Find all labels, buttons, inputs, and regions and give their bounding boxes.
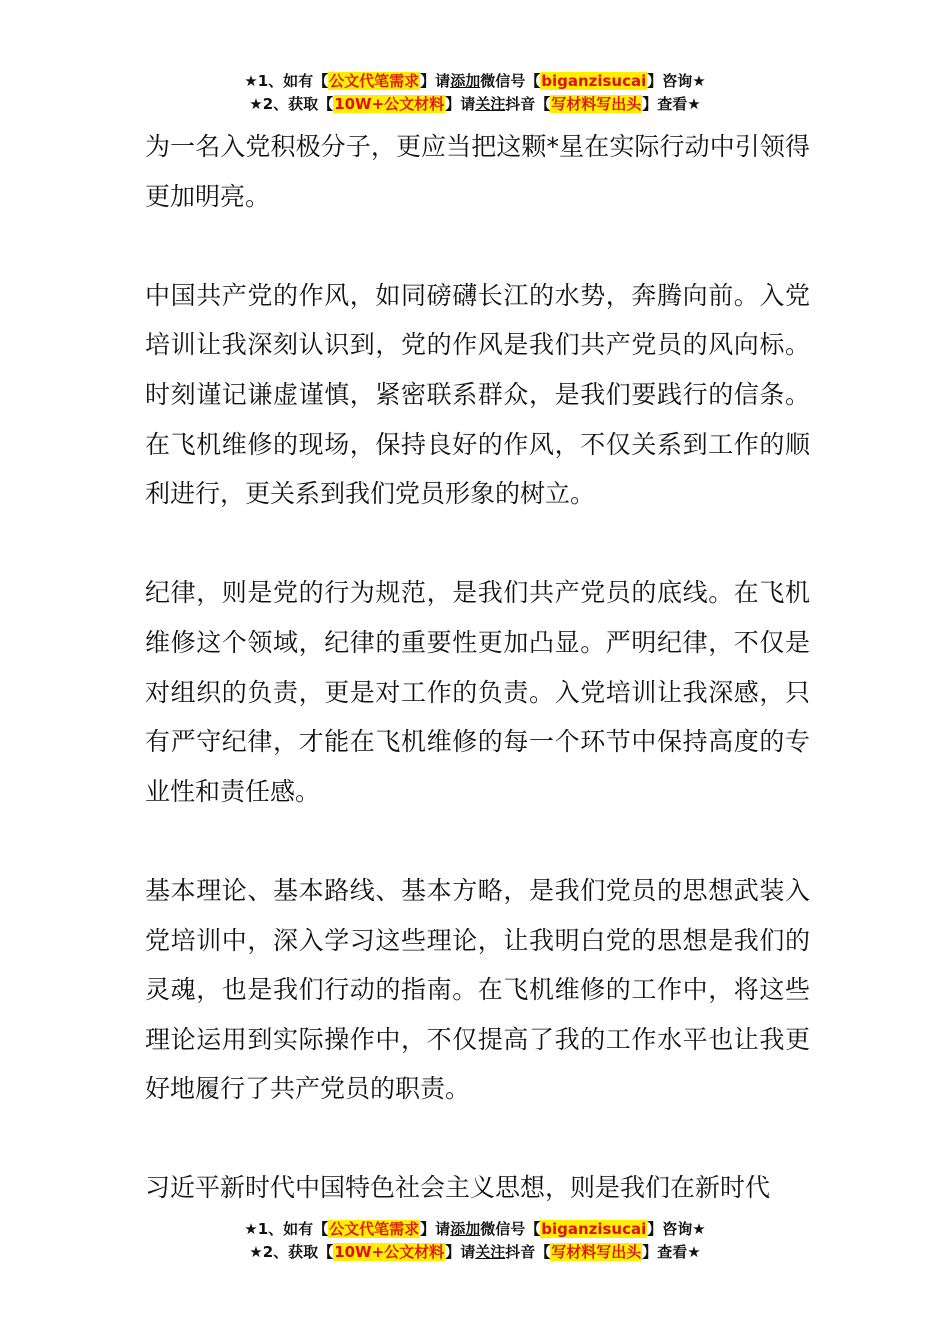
banner-highlight: 公文代笔需求 xyxy=(329,72,420,90)
banner-underline: 添加 xyxy=(450,72,481,90)
paragraph-gap xyxy=(145,816,810,866)
paragraph: 纪律，则是党的行为规范，是我们共产党员的底线。在飞机维修这个领域，纪律的重要性更加凸显。严明纪律，不仅是对组织的负责，更是对工作的负责。入党培训让我深感，只有严守纪律，才能在飞机维修的每一个环节中保持高度的专业性和责任感。 xyxy=(145,578,810,806)
banner-line-2 xyxy=(0,93,950,116)
banner-line-1 xyxy=(0,70,950,93)
paragraph: 习近平新时代中国特色社会主义思想，则是我们在新时代 xyxy=(145,1173,771,1203)
banner-text: 】请 xyxy=(445,95,476,113)
footer-banner xyxy=(0,1218,950,1264)
paragraph: 为一名入党积极分子，更应当把这颗*星在实际行动中引领得更加明亮。 xyxy=(145,132,810,211)
banner-highlight-wechat: biganzisucai xyxy=(541,1220,647,1238)
banner-text: 】查看★ xyxy=(642,95,701,113)
banner-text: ★1、如有【 xyxy=(244,1220,329,1238)
banner-highlight: 10W+公文材料 xyxy=(334,95,445,113)
paragraph: 基本理论、基本路线、基本方略，是我们党员的思想武装入党培训中，深入学习这些理论，让我明白党的思想是我们的灵魂，也是我们行动的指南。在飞机维修的工作中，将这些理论运用到实际操作中，不仅提高了我的工作水平也让我更好地履行了共产党员的职责。 xyxy=(145,875,810,1104)
header-banner xyxy=(0,70,950,116)
banner-highlight-wechat: biganzisucai xyxy=(541,72,647,90)
banner-text: ★1、如有【 xyxy=(244,72,329,90)
paragraph-gap xyxy=(145,221,810,271)
banner-text: 】请 xyxy=(420,1220,451,1238)
paragraph-gap xyxy=(145,1114,810,1164)
banner-underline: 关注 xyxy=(475,1243,506,1261)
banner-text: ★2、获取【 xyxy=(249,95,334,113)
paragraph-gap xyxy=(145,519,810,569)
banner-underline: 关注 xyxy=(475,95,506,113)
banner-line-2 xyxy=(0,1241,950,1264)
banner-highlight-douyin: 写材料写出头 xyxy=(551,95,642,113)
banner-text: 】咨询★ xyxy=(647,72,706,90)
banner-text: 】请 xyxy=(420,72,451,90)
banner-text: 微信号【 xyxy=(480,1220,541,1238)
banner-highlight: 10W+公文材料 xyxy=(334,1243,445,1261)
banner-text: 】查看★ xyxy=(642,1243,701,1261)
banner-highlight: 公文代笔需求 xyxy=(329,1220,420,1238)
banner-highlight-douyin: 写材料写出头 xyxy=(551,1243,642,1261)
banner-text: 抖音【 xyxy=(505,95,551,113)
banner-text: 微信号【 xyxy=(480,72,541,90)
document-body xyxy=(145,122,810,1213)
banner-text: ★2、获取【 xyxy=(249,1243,334,1261)
banner-text: 】咨询★ xyxy=(647,1220,706,1238)
paragraph: 中国共产党的作风，如同磅礴长江的水势，奔腾向前。入党培训让我深刻认识到，党的作风是我们共产党员的风向标。时刻谨记谦虚谨慎，紧密联系群众，是我们要践行的信条。在飞机维修的现场，保持良好的作风，不仅关系到工作的顺利进行，更关系到我们党员形象的树立。 xyxy=(145,280,810,509)
banner-text: 】请 xyxy=(445,1243,476,1261)
banner-underline: 添加 xyxy=(450,1220,481,1238)
banner-text: 抖音【 xyxy=(505,1243,551,1261)
banner-line-1 xyxy=(0,1218,950,1241)
